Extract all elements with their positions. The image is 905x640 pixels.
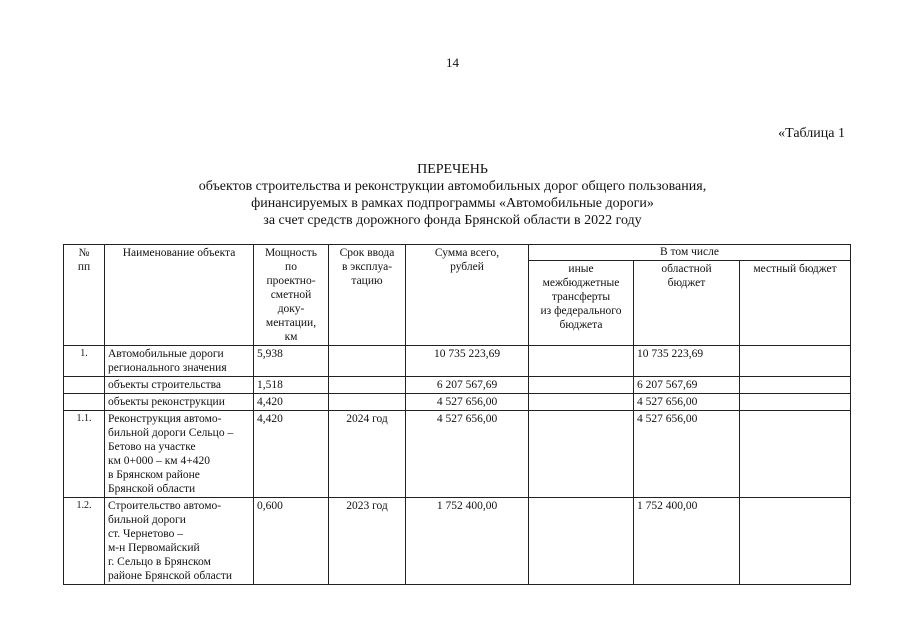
header-capacity: Мощность по проектно- сметной доку- ментации, км	[254, 245, 329, 346]
title-line-3: за счет средств дорожного фонда Брянской области в 2022 году	[263, 213, 642, 228]
object-name: Строительство автомо- бильной дороги ст. Чернетово – м-н Первомайский г. Сельцо в Брянском районе Брянской области	[105, 498, 254, 585]
table-reference: «Таблица 1	[778, 126, 845, 141]
header-regional-budget: областной бюджет	[634, 260, 740, 345]
capacity-value: 4,420	[254, 411, 329, 498]
capacity-value: 1,518	[254, 377, 329, 394]
header-including: В том числе	[529, 245, 851, 261]
row-number: 1.	[64, 346, 105, 377]
deadline-value	[329, 377, 406, 394]
header-federal-transfers: иные межбюджетные трансферты из федерального бюджета	[529, 260, 634, 345]
regional-value: 10 735 223,69	[634, 346, 740, 377]
table-row	[64, 498, 851, 585]
local-value	[740, 411, 851, 498]
header-object-name: Наименование объекта	[105, 245, 254, 346]
total-sum-value: 6 207 567,69	[406, 377, 529, 394]
local-value	[740, 498, 851, 585]
document-title	[0, 161, 905, 229]
row-number: 1.1.	[64, 411, 105, 498]
deadline-value	[329, 346, 406, 377]
regional-value: 1 752 400,00	[634, 498, 740, 585]
local-value	[740, 394, 851, 411]
object-name: объекты реконструкции	[105, 394, 254, 411]
deadline-value	[329, 394, 406, 411]
federal-value	[529, 394, 634, 411]
federal-value	[529, 411, 634, 498]
title-line-1: объектов строительства и реконструкции автомобильных дорог общего пользования,	[198, 179, 707, 194]
row-number	[64, 394, 105, 411]
regional-value: 4 527 656,00	[634, 411, 740, 498]
federal-value	[529, 346, 634, 377]
object-name: Реконструкция автомо- бильной дороги Сельцо – Бетово на участке км 0+000 – км 4+420 в Брянском районе Брянской области	[105, 411, 254, 498]
total-sum-value: 1 752 400,00	[406, 498, 529, 585]
object-name: Автомобильные дороги регионального значения	[105, 346, 254, 377]
regional-value: 4 527 656,00	[634, 394, 740, 411]
header-number: № пп	[64, 245, 105, 346]
total-sum-value: 4 527 656,00	[406, 411, 529, 498]
row-number: 1.2.	[64, 498, 105, 585]
federal-value	[529, 377, 634, 394]
table-row	[64, 346, 851, 377]
total-sum-value: 10 735 223,69	[406, 346, 529, 377]
header-local-budget: местный бюджет	[740, 260, 851, 345]
total-sum-value: 4 527 656,00	[406, 394, 529, 411]
title-line-2: финансируемых в рамках подпрограммы «Автомобильные дороги»	[251, 196, 654, 211]
table-row	[64, 377, 851, 394]
local-value	[740, 377, 851, 394]
row-number	[64, 377, 105, 394]
capacity-value: 5,938	[254, 346, 329, 377]
table-row	[64, 411, 851, 498]
table-row	[64, 394, 851, 411]
page-number: 14	[446, 55, 459, 70]
header-total-sum: Сумма всего, рублей	[406, 245, 529, 346]
local-value	[740, 346, 851, 377]
regional-value: 6 207 567,69	[634, 377, 740, 394]
capacity-value: 0,600	[254, 498, 329, 585]
capacity-value: 4,420	[254, 394, 329, 411]
deadline-value: 2024 год	[329, 411, 406, 498]
object-name: объекты строительства	[105, 377, 254, 394]
federal-value	[529, 498, 634, 585]
deadline-value: 2023 год	[329, 498, 406, 585]
objects-table	[63, 244, 851, 585]
title-heading: ПЕРЕЧЕНЬ	[417, 162, 488, 177]
header-deadline: Срок ввода в эксплуа- тацию	[329, 245, 406, 346]
